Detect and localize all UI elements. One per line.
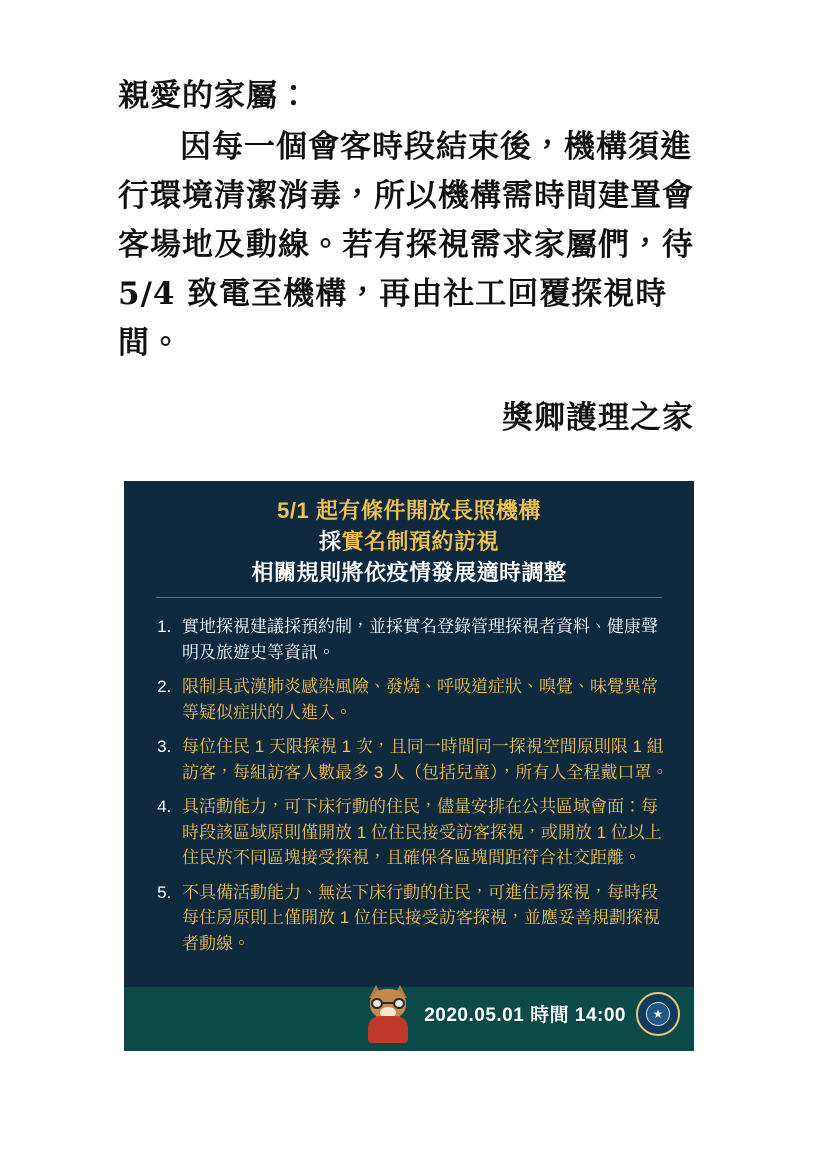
dog-mascot-icon: [362, 987, 414, 1043]
government-emblem-icon: ★: [636, 992, 680, 1036]
footer-time: 14:00: [574, 1004, 626, 1026]
letter-block: [118, 72, 698, 443]
header-divider: [156, 597, 662, 598]
footer-date: 2020.05.01: [424, 1004, 525, 1026]
poster: [124, 481, 694, 1051]
list-item: [176, 614, 672, 665]
rule-text-2: 限制具武漢肺炎感染風險、發燒、呼吸道症狀、嗅覺、味覺異常等疑似症狀的人進入。: [182, 677, 658, 722]
poster-header: [124, 481, 694, 604]
poster-headline-1: 5/1 起有條件開放長照機構: [277, 498, 541, 523]
poster-rules-section: [124, 604, 694, 956]
list-item: [176, 880, 672, 957]
poster-rules-list: [146, 614, 672, 956]
list-item: [176, 794, 672, 871]
footer-datetime: [424, 1000, 626, 1031]
rule-text-1: 實地探視建議採預約制，並採實名登錄管理探視者資料、健康聲明及旅遊史等資訊。: [182, 617, 658, 662]
poster-headline-2: [142, 526, 676, 557]
letter-body: 因每一個會客時段結束後，機構須進行環境清潔消毒，所以機構需時間建置會客場地及動線。若有探視需求家屬們，待 5/4 致電至機構，再由社工回覆探視時間。: [118, 129, 694, 361]
rule-text-5: 不具備活動能力、無法下床行動的住民，可進住房探視，每時段每住房原則上僅開放 1 位住民接受訪客探視，並應妥善規劃探視者動線。: [182, 882, 660, 953]
list-item: [176, 734, 672, 785]
list-item: [176, 674, 672, 725]
rule-text-4: 具活動能力，可下床行動的住民，儘量安排在公共區域會面：每時段該區域原則僅開放 1 位住民接受訪客探視，或開放 1 位以上住民於不同區塊接受探視，且確保各區塊間距符合社交距離。: [182, 797, 662, 867]
poster-headline-2-prefix: 採: [318, 529, 342, 554]
poster-headline-3: 相關規則將依疫情發展適時調整: [251, 560, 567, 585]
footer-content: [362, 987, 680, 1043]
letter-signature: 獎卿護理之家: [502, 400, 694, 436]
rule-text-3: 每位住民 1 天限探視 1 次，且同一時間同一探視空間原則限 1 組訪客，每組訪客人數最多 3 人（包括兒童），所有人全程戴口罩。: [182, 737, 669, 782]
poster-footer: [124, 987, 694, 1051]
letter-salutation: 親愛的家屬：: [118, 78, 310, 114]
footer-time-label: 時間: [530, 1004, 570, 1026]
poster-headline-2-accent: 實名制預約訪視: [341, 529, 500, 554]
